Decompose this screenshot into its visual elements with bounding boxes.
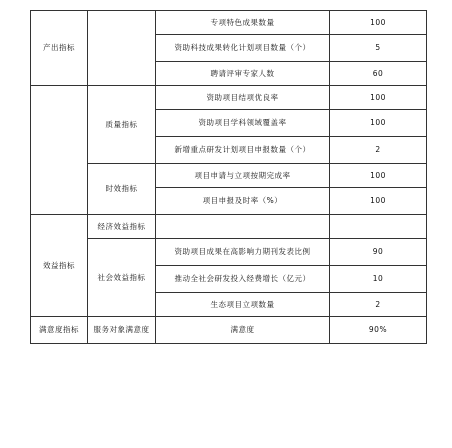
level2-indicator-social: 社会效益指标 [88, 239, 156, 317]
level1-indicator-satisfaction: 满意度指标 [31, 317, 88, 344]
level2-indicator-timeliness: 时效指标 [88, 164, 156, 215]
value-cell: 5 [330, 35, 427, 62]
indicator-cell: 专项特色成果数量 [156, 11, 330, 35]
table-row [31, 317, 427, 344]
performance-indicator-table [30, 10, 427, 344]
indicator-cell: 推动全社会研发投入经费增长（亿元） [156, 266, 330, 293]
indicator-cell: 资助项目成果在高影响力期刊发表比例 [156, 239, 330, 266]
level1-indicator-output: 产出指标 [31, 11, 88, 86]
level2-indicator-service-satisfaction: 服务对象满意度 [88, 317, 156, 344]
level2-indicator-quantity [88, 11, 156, 86]
table-row [31, 215, 427, 239]
table-row [31, 164, 427, 188]
value-cell: 90% [330, 317, 427, 344]
indicator-cell: 项目申请与立项按期完成率 [156, 164, 330, 188]
indicator-cell [156, 215, 330, 239]
value-cell: 100 [330, 110, 427, 137]
table-row [31, 11, 427, 35]
table-row [31, 86, 427, 110]
indicator-cell: 满意度 [156, 317, 330, 344]
value-cell: 90 [330, 239, 427, 266]
value-cell [330, 215, 427, 239]
indicator-cell: 资助项目结项优良率 [156, 86, 330, 110]
level1-indicator-benefit: 效益指标 [31, 215, 88, 317]
value-cell: 2 [330, 293, 427, 317]
indicator-cell: 新增重点研发计划项目申报数量（个） [156, 137, 330, 164]
value-cell: 100 [330, 164, 427, 188]
value-cell: 2 [330, 137, 427, 164]
table-row [31, 239, 427, 266]
indicator-cell: 项目申报及时率（%） [156, 188, 330, 215]
indicator-cell: 资助科技成果转化计划项目数量（个） [156, 35, 330, 62]
indicator-cell: 生态项目立项数量 [156, 293, 330, 317]
value-cell: 100 [330, 86, 427, 110]
level2-indicator-quality: 质量指标 [88, 86, 156, 164]
value-cell: 60 [330, 62, 427, 86]
value-cell: 100 [330, 188, 427, 215]
value-cell: 100 [330, 11, 427, 35]
level1-indicator-output-cont [31, 86, 88, 215]
indicator-cell: 聘请评审专家人数 [156, 62, 330, 86]
value-cell: 10 [330, 266, 427, 293]
indicator-cell: 资助项目学科领域覆盖率 [156, 110, 330, 137]
level2-indicator-economic: 经济效益指标 [88, 215, 156, 239]
